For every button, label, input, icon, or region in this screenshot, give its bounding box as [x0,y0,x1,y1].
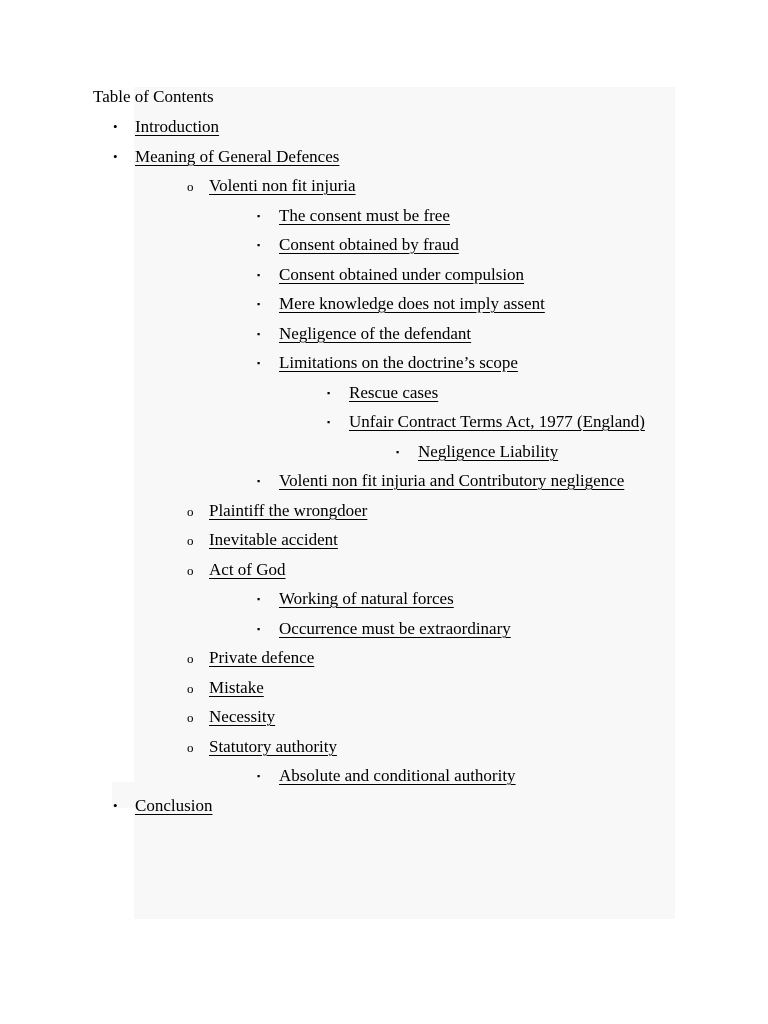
toc-link[interactable]: Volenti non fit injuria [209,176,356,195]
toc-link[interactable]: Working of natural forces [279,589,454,608]
toc-link[interactable]: The consent must be free [279,206,450,225]
toc-link[interactable]: Limitations on the doctrine’s scope [279,353,518,372]
bullet-marker: ▪ [257,358,261,368]
toc-link[interactable]: Absolute and conditional authority [279,766,516,785]
bullet-marker: ▪ [257,771,261,781]
bullet-marker: ▪ [257,476,261,486]
toc-entry [396,442,559,462]
toc-entry [187,530,338,550]
toc-link[interactable]: Negligence Liability [418,442,559,461]
toc-link[interactable]: Unfair Contract Terms Act, 1977 (England) [349,412,645,431]
bullet-marker: ▪ [396,447,400,457]
bullet-marker: ▪ [257,270,261,280]
toc-link[interactable]: Act of God [209,560,286,579]
toc-entry [257,471,625,491]
bullet-marker: o [187,179,194,194]
toc-entry [187,501,368,521]
toc-link[interactable]: Negligence of the defendant [279,324,472,343]
toc-entry [187,678,264,698]
toc-entry [257,294,545,314]
bullet-marker: ▪ [257,211,261,221]
toc-entry [257,589,454,609]
bullet-marker: • [113,149,118,164]
bullet-marker: • [113,119,118,134]
toc-link[interactable]: Conclusion [135,796,213,815]
toc-entry [257,766,516,786]
bullet-marker: o [187,681,194,696]
toc-entry [257,235,459,255]
bullet-marker: o [187,533,194,548]
toc-link[interactable]: Mere knowledge does not imply assent [279,294,545,313]
toc-entry [187,737,337,757]
toc-link[interactable]: Meaning of General Defences [135,147,340,166]
toc-link[interactable]: Introduction [135,117,220,136]
bullet-marker: ▪ [257,329,261,339]
toc-entry [257,206,450,226]
toc-entry [257,265,525,285]
bullet-marker: ▪ [257,240,261,250]
bullet-marker: ▪ [327,388,331,398]
toc-title: Table of Contents [93,87,214,106]
bullet-marker: o [187,504,194,519]
toc-entry [187,560,286,580]
toc-entry [257,353,518,373]
toc-entry [187,707,276,727]
bullet-marker: o [187,710,194,725]
toc-link[interactable]: Private defence [209,648,315,667]
bullet-marker: ▪ [327,417,331,427]
bullet-marker: ▪ [257,594,261,604]
bullet-marker: • [113,798,118,813]
toc-link[interactable]: Statutory authority [209,737,337,756]
toc-link[interactable]: Mistake [209,678,264,697]
bullet-marker: o [187,563,194,578]
toc-entry [257,324,472,344]
toc-link[interactable]: Inevitable accident [209,530,338,549]
toc-link[interactable]: Consent obtained under compulsion [279,265,525,284]
toc-entry [113,117,220,137]
bullet-marker: o [187,740,194,755]
bullet-marker: ▪ [257,624,261,634]
toc-entry [257,619,511,639]
toc-entry [187,176,356,196]
toc-entry [113,796,213,816]
toc-entry [327,383,439,403]
toc-link[interactable]: Occurrence must be extraordinary [279,619,511,638]
toc-entry [113,147,340,167]
bullet-marker: o [187,651,194,666]
toc-link[interactable]: Necessity [209,707,276,726]
toc-link[interactable]: Rescue cases [349,383,439,402]
toc-link[interactable]: Consent obtained by fraud [279,235,459,254]
toc-entry [187,648,315,668]
toc-link[interactable]: Plaintiff the wrongdoer [209,501,368,520]
toc-link[interactable]: Volenti non fit injuria and Contributory negligence [279,471,625,490]
toc-entry [327,412,645,432]
bullet-marker: ▪ [257,299,261,309]
